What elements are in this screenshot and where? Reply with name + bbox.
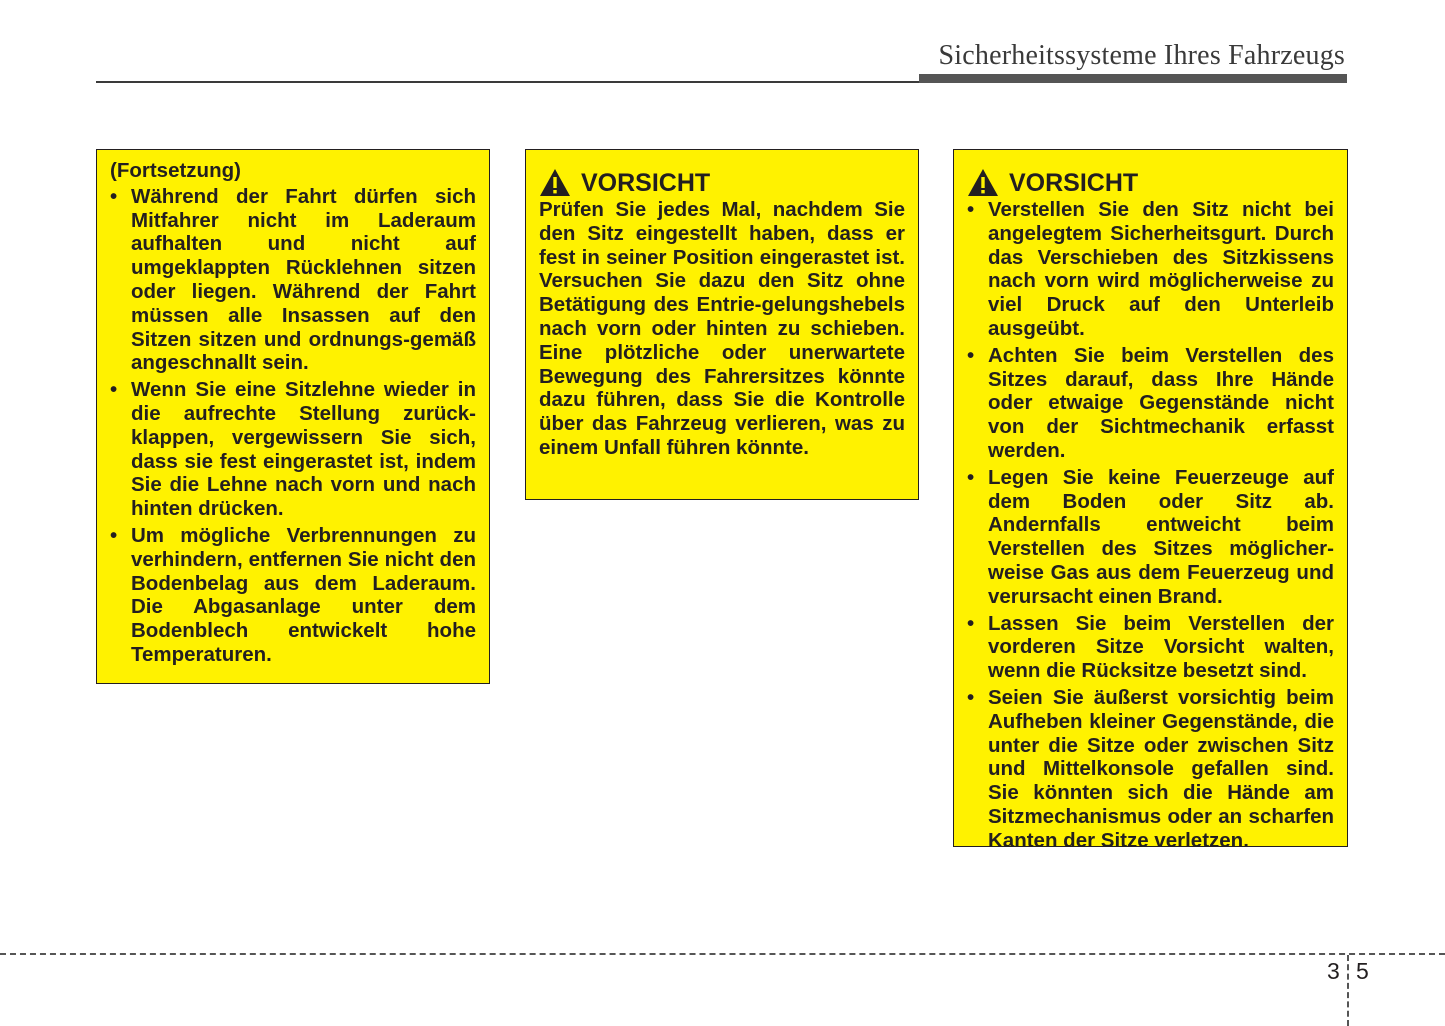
list-item: • Um mögliche Verbrennungen zu verhindern, entfernen Sie nicht den Bodenbelag aus dem Laderaum. Die Abgasanlage unter dem Bodenblech entwickelt hohe Temperaturen.	[110, 524, 476, 667]
caution-text: Prüfen Sie jedes Mal, nachdem Sie den Sitz eingestellt haben, dass er fest in seiner Position eingerastet ist. Versuchen Sie dazu den Sitz ohne Betätigung des Entrie-gelungshebels nach vorn oder hinten zu schieben. Eine plötzliche oder unerwartete Bewegung des Fahrersitzes könnte dazu führen, dass Sie die Kontrolle über das Fahrzeug verlieren, was zu einem Unfall führen könnte.	[539, 198, 905, 459]
list-item: • Seien Sie äußerst vorsichtig beim Aufheben kleiner Gegenstände, die unter die Sitze oder zwischen Sitz und Mittelkonsole gefallen sind. Sie könnten sich die Hände am Sitzmechanismus oder an scharfen Kanten der Sitze verletzen.	[967, 686, 1334, 853]
header-accent-bar	[919, 74, 1347, 83]
list-item: • Lassen Sie beim Verstellen der vorderen Sitze Vorsicht walten, wenn die Rücksitze besetzt sind.	[967, 612, 1334, 683]
continuation-box	[96, 149, 490, 684]
list-item: • Während der Fahrt dürfen sich Mitfahrer nicht im Laderaum aufhalten und nicht auf umgeklappten Rücklehnen sitzen oder liegen. Während der Fahrt müssen alle Insassen auf den Sitzen sitzen und ordnungs-gemäß angeschnallt sein.	[110, 185, 476, 375]
warning-triangle-icon	[539, 168, 571, 197]
footer-dashed-rule	[0, 953, 1445, 955]
caution-box-seat-lock	[525, 149, 919, 500]
list-item: • Achten Sie beim Verstellen des Sitzes darauf, dass Ihre Hände oder etwaige Gegenstände nicht von der Sichtmechanik erfasst werden.	[967, 344, 1334, 463]
caution-list	[967, 198, 1334, 853]
caution-heading	[539, 168, 905, 197]
caution-heading-label: VORSICHT	[1009, 168, 1139, 197]
caution-heading	[967, 168, 1334, 197]
page-number: 5	[1356, 958, 1369, 984]
chapter-number: 3	[1327, 958, 1340, 984]
page-number-separator	[1347, 955, 1349, 1026]
list-item: • Wenn Sie eine Sitzlehne wieder in die aufrechte Stellung zurück-klappen, vergewissern Sie sich, dass sie fest eingerastet ist, indem Sie die Lehne nach vorn und nach hinten drücken.	[110, 378, 476, 521]
warning-triangle-icon	[967, 168, 999, 197]
list-item: • Legen Sie keine Feuerzeuge auf dem Boden oder Sitz ab. Andernfalls entweicht beim Verstellen des Sitzes möglicher-weise Gas aus dem Feuerzeug und verursacht einen Brand.	[967, 466, 1334, 609]
list-item: • Verstellen Sie den Sitz nicht bei angelegtem Sicherheitsgurt. Durch das Verschieben des Sitzkissens nach vorn wird möglicherweise zu viel Druck auf den Unterleib ausgeübt.	[967, 198, 1334, 341]
continuation-list	[110, 185, 476, 667]
caution-heading-label: VORSICHT	[581, 168, 711, 197]
caution-box-seat-adjust	[953, 149, 1348, 852]
continuation-label: (Fortsetzung)	[110, 159, 241, 182]
page-header-title: Sicherheitssysteme Ihres Fahrzeugs	[938, 40, 1345, 71]
